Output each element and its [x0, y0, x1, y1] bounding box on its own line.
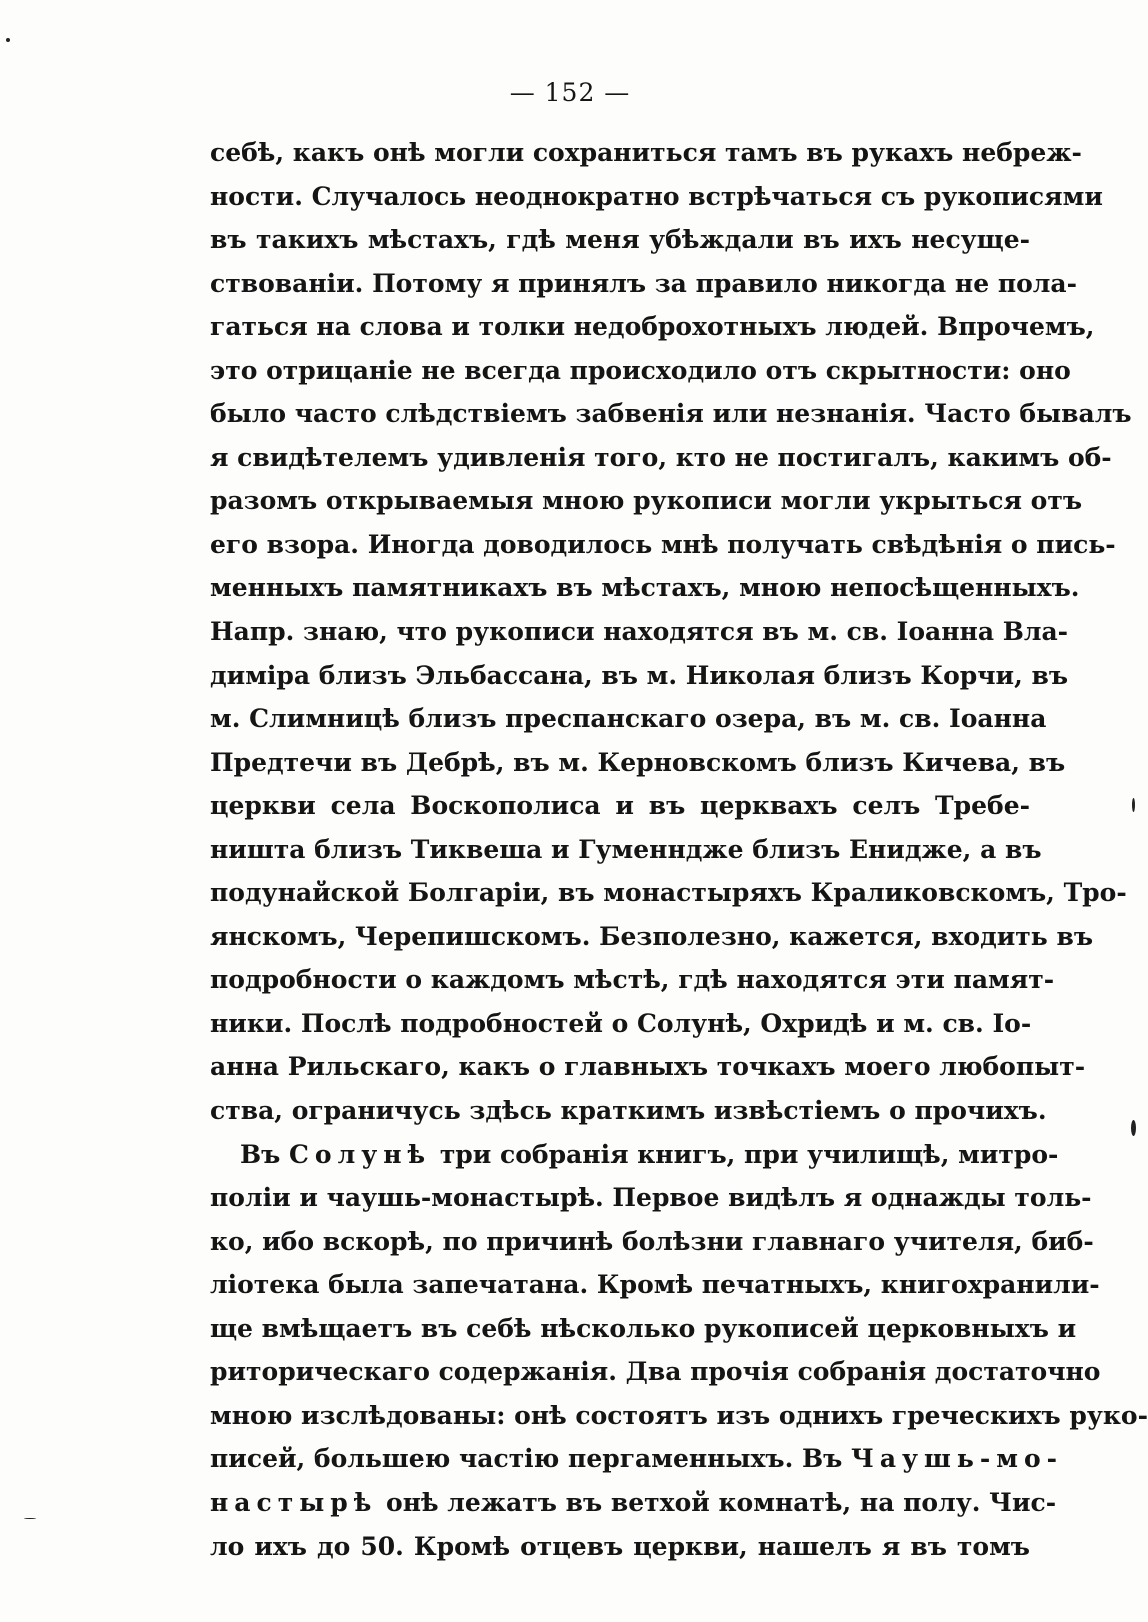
text-line: разомъ открываемыя мною рукописи могли укрыться отъ: [210, 486, 1083, 516]
scan-speck: [1132, 798, 1135, 812]
scan-speck: [6, 38, 10, 42]
page-body: [210, 131, 1148, 1568]
text-line: это отрицаніе не всегда происходило отъ скрытности: оно: [210, 355, 1071, 385]
text-line: мною изслѣдованы: онѣ состоятъ изъ однихъ греческихъ руко-: [210, 1400, 1148, 1430]
text-line: диміра близъ Эльбассана, въ м. Николая близъ Корчи, въ: [210, 660, 1069, 690]
text-line: церкви села Воскополиса и въ церквахъ селъ Требе-: [210, 791, 1030, 821]
text-line: анна Рильскаго, какъ о главныхъ точкахъ моего любопыт-: [210, 1052, 1086, 1082]
text-line: подунайской Болгаріи, въ монастыряхъ Краликовскомъ, Тро-: [210, 878, 1127, 908]
text-line: ства, ограничусь здѣсь краткимъ извѣстіемъ о прочихъ.: [210, 1096, 1047, 1126]
text-line: писей, большею частію пергаменныхъ. Въ Чаушь-мо-: [210, 1444, 1064, 1474]
text-line: менныхъ памятникахъ въ мѣстахъ, мною непосѣщенныхъ.: [210, 573, 1080, 603]
text-line: м. Слимницѣ близъ преспанскаго озера, въ м. св. Іоанна: [210, 704, 1047, 734]
text-line: янскомъ, Черепишскомъ. Безполезно, кажется, входить въ: [210, 921, 1094, 951]
text-line: ко, ибо вскорѣ, по причинѣ болѣзни главнаго учителя, биб-: [210, 1226, 1094, 1256]
text-line: Предтечи въ Дебрѣ, въ м. Керновскомъ близъ Кичева, въ: [210, 747, 1066, 777]
scan-speck: [24, 1518, 36, 1519]
text-line: ще вмѣщаетъ въ себѣ нѣсколько рукописей церковныхъ и: [210, 1313, 1077, 1343]
text-line: ло ихъ до 50. Кромѣ отцевъ церкви, нашелъ я въ томъ: [210, 1531, 1030, 1561]
text-line: Напр. знаю, что рукописи находятся въ м. св. Іоанна Вла-: [210, 617, 1069, 647]
text-line: въ такихъ мѣстахъ, гдѣ меня убѣждали въ ихъ несуще-: [210, 225, 1030, 255]
text-line: риторическаго содержанія. Два прочія собранія достаточно: [210, 1357, 1101, 1387]
text-line: настырѣ онѣ лежатъ въ ветхой комнатѣ, на полу. Чис-: [210, 1487, 1057, 1517]
text-line: ности. Случалось неоднократно встрѣчаться съ рукописями: [210, 181, 1103, 211]
text-line: ліотека была запечатана. Кромѣ печатныхъ, книгохранили-: [210, 1270, 1100, 1300]
text-line: подробности о каждомъ мѣстѣ, гдѣ находятся эти памят-: [210, 965, 1055, 995]
text-line: его взора. Иногда доводилось мнѣ получать свѣдѣнія о пись-: [210, 529, 1116, 559]
scan-speck: [1131, 1120, 1136, 1136]
page-number: — 152 —: [509, 78, 631, 107]
text-line: себѣ, какъ онѣ могли сохраниться тамъ въ рукахъ небреж-: [210, 138, 1082, 167]
spaced-place-name: Чаушь-мо-: [851, 1444, 1064, 1474]
text-line: Въ Солунѣ три собранія книгъ, при училищѣ, митро-: [240, 1139, 1059, 1169]
text-line: ствованіи. Потому я принялъ за правило никогда не пола-: [210, 268, 1078, 298]
text-line: ништа близъ Тиквеша и Гуменндже близъ Енидже, а въ: [210, 834, 1042, 864]
text-line: было часто слѣдствіемъ забвенія или незнанія. Часто бывалъ: [210, 399, 1132, 429]
text-line: гаться на слова и толки недоброхотныхъ людей. Впрочемъ,: [210, 312, 1095, 342]
text-line: ники. Послѣ подробностей о Солунѣ, Охридѣ и м. св. Іо-: [210, 1008, 1032, 1038]
spaced-place-name: настырѣ: [210, 1487, 378, 1517]
spaced-place-name: Солунѣ: [289, 1139, 432, 1169]
text-line: поліи и чаушь-монастырѣ. Первое видѣлъ я однажды толь-: [210, 1183, 1092, 1213]
text-line: я свидѣтелемъ удивленія того, кто не постигалъ, какимъ об-: [210, 442, 1112, 472]
